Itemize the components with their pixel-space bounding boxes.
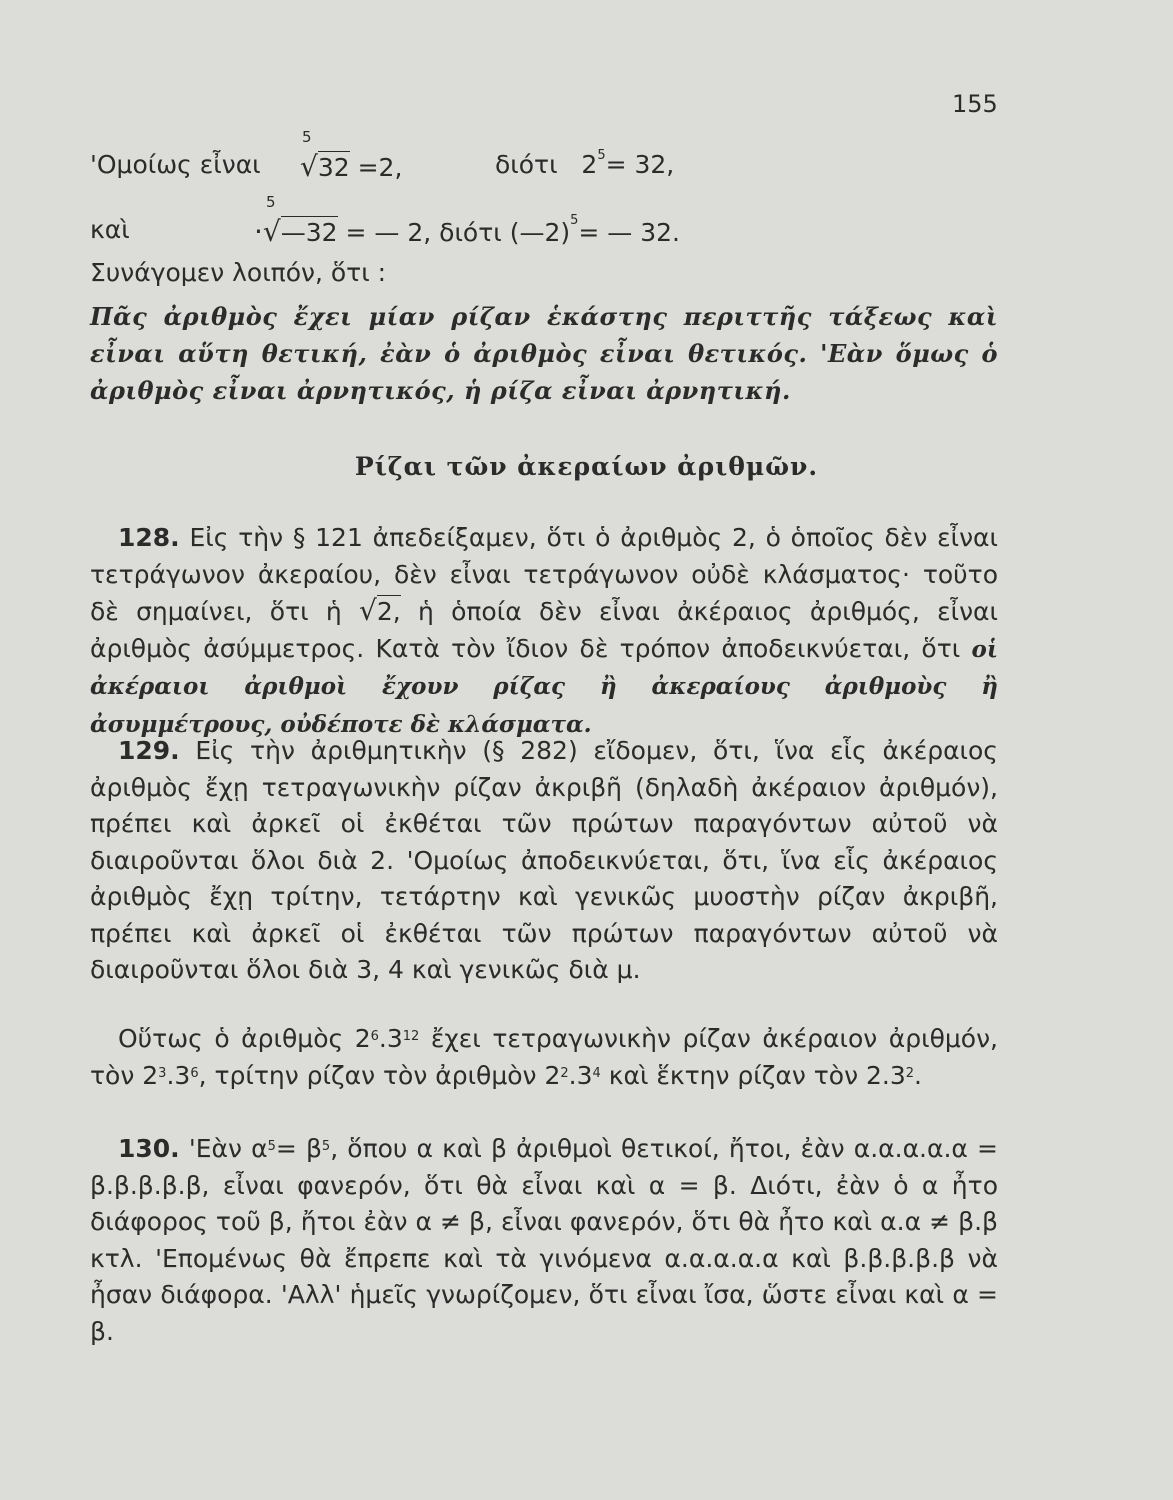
section-heading: Ρίζαι τῶν ἀκεραίων ἀριθμῶν.: [354, 452, 819, 481]
paragraph-text: Εἰς τὴν § 121 ἀπεδείξαμεν, ὅτι ὁ ἀριθμὸς 2, ὁ ὁποῖος δὲν εἶναι τετράγωνον ἀκεραίου, δὲν εἶναι τετράγωνον οὐδὲ κλάσματος· τοῦτο δὲ σημαίνει, ὅτι ἡ: [90, 523, 998, 626]
reason-word: διότι: [439, 218, 502, 247]
equation-1-result: =2,: [357, 153, 403, 182]
example-paragraph: [90, 1021, 998, 1094]
radicand: 32: [317, 153, 350, 182]
radical-sign-icon: √: [300, 150, 318, 183]
paragraph-number: 130.: [118, 1134, 180, 1163]
square-root-2: [359, 593, 401, 631]
equation-2-label: καὶ: [90, 215, 130, 244]
rule-statement: Πᾶς ἀριθμὸς ἔχει μίαν ρίζαν ἑκάστης περιττῆς τάξεως καὶ εἶναι αὕτη θετική, ἐὰν ὁ ἀριθμὸς εἶναι θετικός. 'Εὰν ὅμως ὁ ἀριθμὸς εἶναι ἀρνητικός, ἡ ρίζα εἶναι ἀρνητική.: [90, 302, 998, 405]
exponent: 6: [190, 1065, 199, 1081]
power-value: = — 32.: [578, 218, 680, 247]
paragraph-number: 129.: [118, 736, 180, 765]
power-value: = 32,: [605, 150, 675, 179]
exponent: 12: [402, 1029, 420, 1044]
radical-sign-icon: √: [358, 594, 377, 627]
exponent: 5: [267, 1139, 276, 1154]
power-base: (—2): [509, 218, 571, 247]
paragraph-text: Εἰς τὴν ἀριθμητικὴν (§ 282) εἴδομεν, ὅτι, ἵνα εἷς ἀκέραιος ἀριθμὸς ἔχῃ τετραγωνικὴν ρίζαν ἀκριβῆ (δηλαδὴ ἀκέραιον ἀριθμόν), πρέπει καὶ ἀρκεῖ οἱ ἐκθέται τῶν πρώτων παραγόντων αὐτοῦ νὰ διαιροῦνται ὅλοι διὰ 2. 'Ομοίως ἀποδεικνύεται, ὅτι, ἵνα εἷς ἀκέραιος ἀριθμὸς ἔχῃ τρίτην, τετάρτην καὶ γενικῶς μυοστὴν ρίζαν ἀκριβῆ, πρέπει καὶ ἀρκεῖ οἱ ἐκθέται τῶν πρώτων παραγόντων αὐτοῦ νὰ διαιροῦνται ὅλοι διὰ 3, 4 καὶ γενικῶς διὰ μ.: [90, 736, 998, 984]
text: .3: [378, 1024, 403, 1053]
equation-1-label: 'Ομοίως εἶναι: [90, 150, 261, 179]
exponent: 6: [370, 1029, 379, 1044]
radical-sign-icon: ·√: [254, 215, 281, 248]
text: .: [914, 1060, 922, 1090]
power-base: 2: [581, 150, 598, 179]
root-index: 5: [302, 128, 312, 146]
reason-word: διότι: [495, 150, 558, 179]
text: 'Εὰν α: [188, 1134, 268, 1163]
text: , ὅπου α καὶ β ἀριθμοὶ θετικοί, ἤτοι, ἐὰν α.α.α.α.α = β.β.β.β.β, εἶναι φανερόν, ὅτι θὰ εἶναι καὶ α = β. Διότι, ἐὰν ὁ α ἦτο διάφορος τοῦ β, ἤτοι ἐὰν α ≠ β, εἶναι φανερόν, ὅτι θὰ ἦτο καὶ α.α ≠ β.β κτλ. 'Επομένως θὰ ἔπρεπε καὶ τὰ γινόμενα α.α.α.α.α καὶ β.β.β.β.β νὰ ἦσαν διάφορα. 'Αλλ' ἡμεῖς γνωρίζομεν, ὅτι εἶναι ἴσα, ὥστε εἶναι καὶ α = β.: [90, 1134, 998, 1346]
paragraph-number: 128.: [118, 523, 180, 552]
text: .3: [166, 1060, 191, 1090]
equation-2-result: = — 2,: [345, 218, 432, 247]
page-number: 155: [952, 90, 998, 118]
power-exponent: 5: [570, 213, 579, 228]
paragraph-text-continued: ἡ ὁποία δὲν εἶναι ἀκέραιος ἀριθμός, εἶναι ἀριθμὸς ἀσύμμετρος. Κατὰ τὸν ἴδιον δὲ τρόπον ἀποδεικνύεται, ὅτι: [90, 597, 998, 663]
equation-1-reason: [495, 150, 674, 179]
text: = β: [275, 1134, 322, 1163]
text: καὶ ἕκτην ρίζαν τὸν 2.3: [608, 1060, 906, 1090]
exponent: 3: [158, 1065, 167, 1081]
exponent: 2: [905, 1065, 915, 1081]
paragraph-129: [90, 733, 998, 989]
power-exponent: 5: [597, 148, 606, 163]
exponent: 2: [560, 1065, 569, 1081]
fifth-root-minus-32: [254, 193, 338, 248]
text: Οὕτως ὁ ἀριθμὸς 2: [118, 1024, 371, 1053]
paragraph-128: [90, 520, 998, 743]
exponent: 5: [321, 1139, 331, 1154]
equation-2-formula: [254, 193, 680, 248]
text: .3: [568, 1060, 593, 1090]
root-index: 5: [266, 193, 276, 211]
equation-1-formula: [300, 128, 403, 183]
text: ἔχει τετραγωνικὴν ρίζαν ἀκέραιον ἀριθμόν, τὸν 2: [90, 1024, 998, 1090]
fifth-root-32: [300, 128, 350, 183]
radicand: —32: [280, 218, 338, 247]
text: , τρίτην ρίζαν τὸν ἀριθμὸν 2: [198, 1060, 561, 1090]
radicand: 2,: [376, 597, 401, 626]
paragraph-130: [90, 1131, 998, 1350]
exponent: 4: [592, 1065, 601, 1081]
italic-statement: οἱ ἀκέραιοι ἀριθμοὶ ἔχουν ρίζας ἢ ἀκεραίους ἀριθμοὺς ἢ ἀσυμμέτρους, οὐδέποτε δὲ κλάσματα.: [90, 635, 999, 738]
conclusion-line: Συνάγομεν λοιπόν, ὅτι :: [90, 258, 387, 287]
